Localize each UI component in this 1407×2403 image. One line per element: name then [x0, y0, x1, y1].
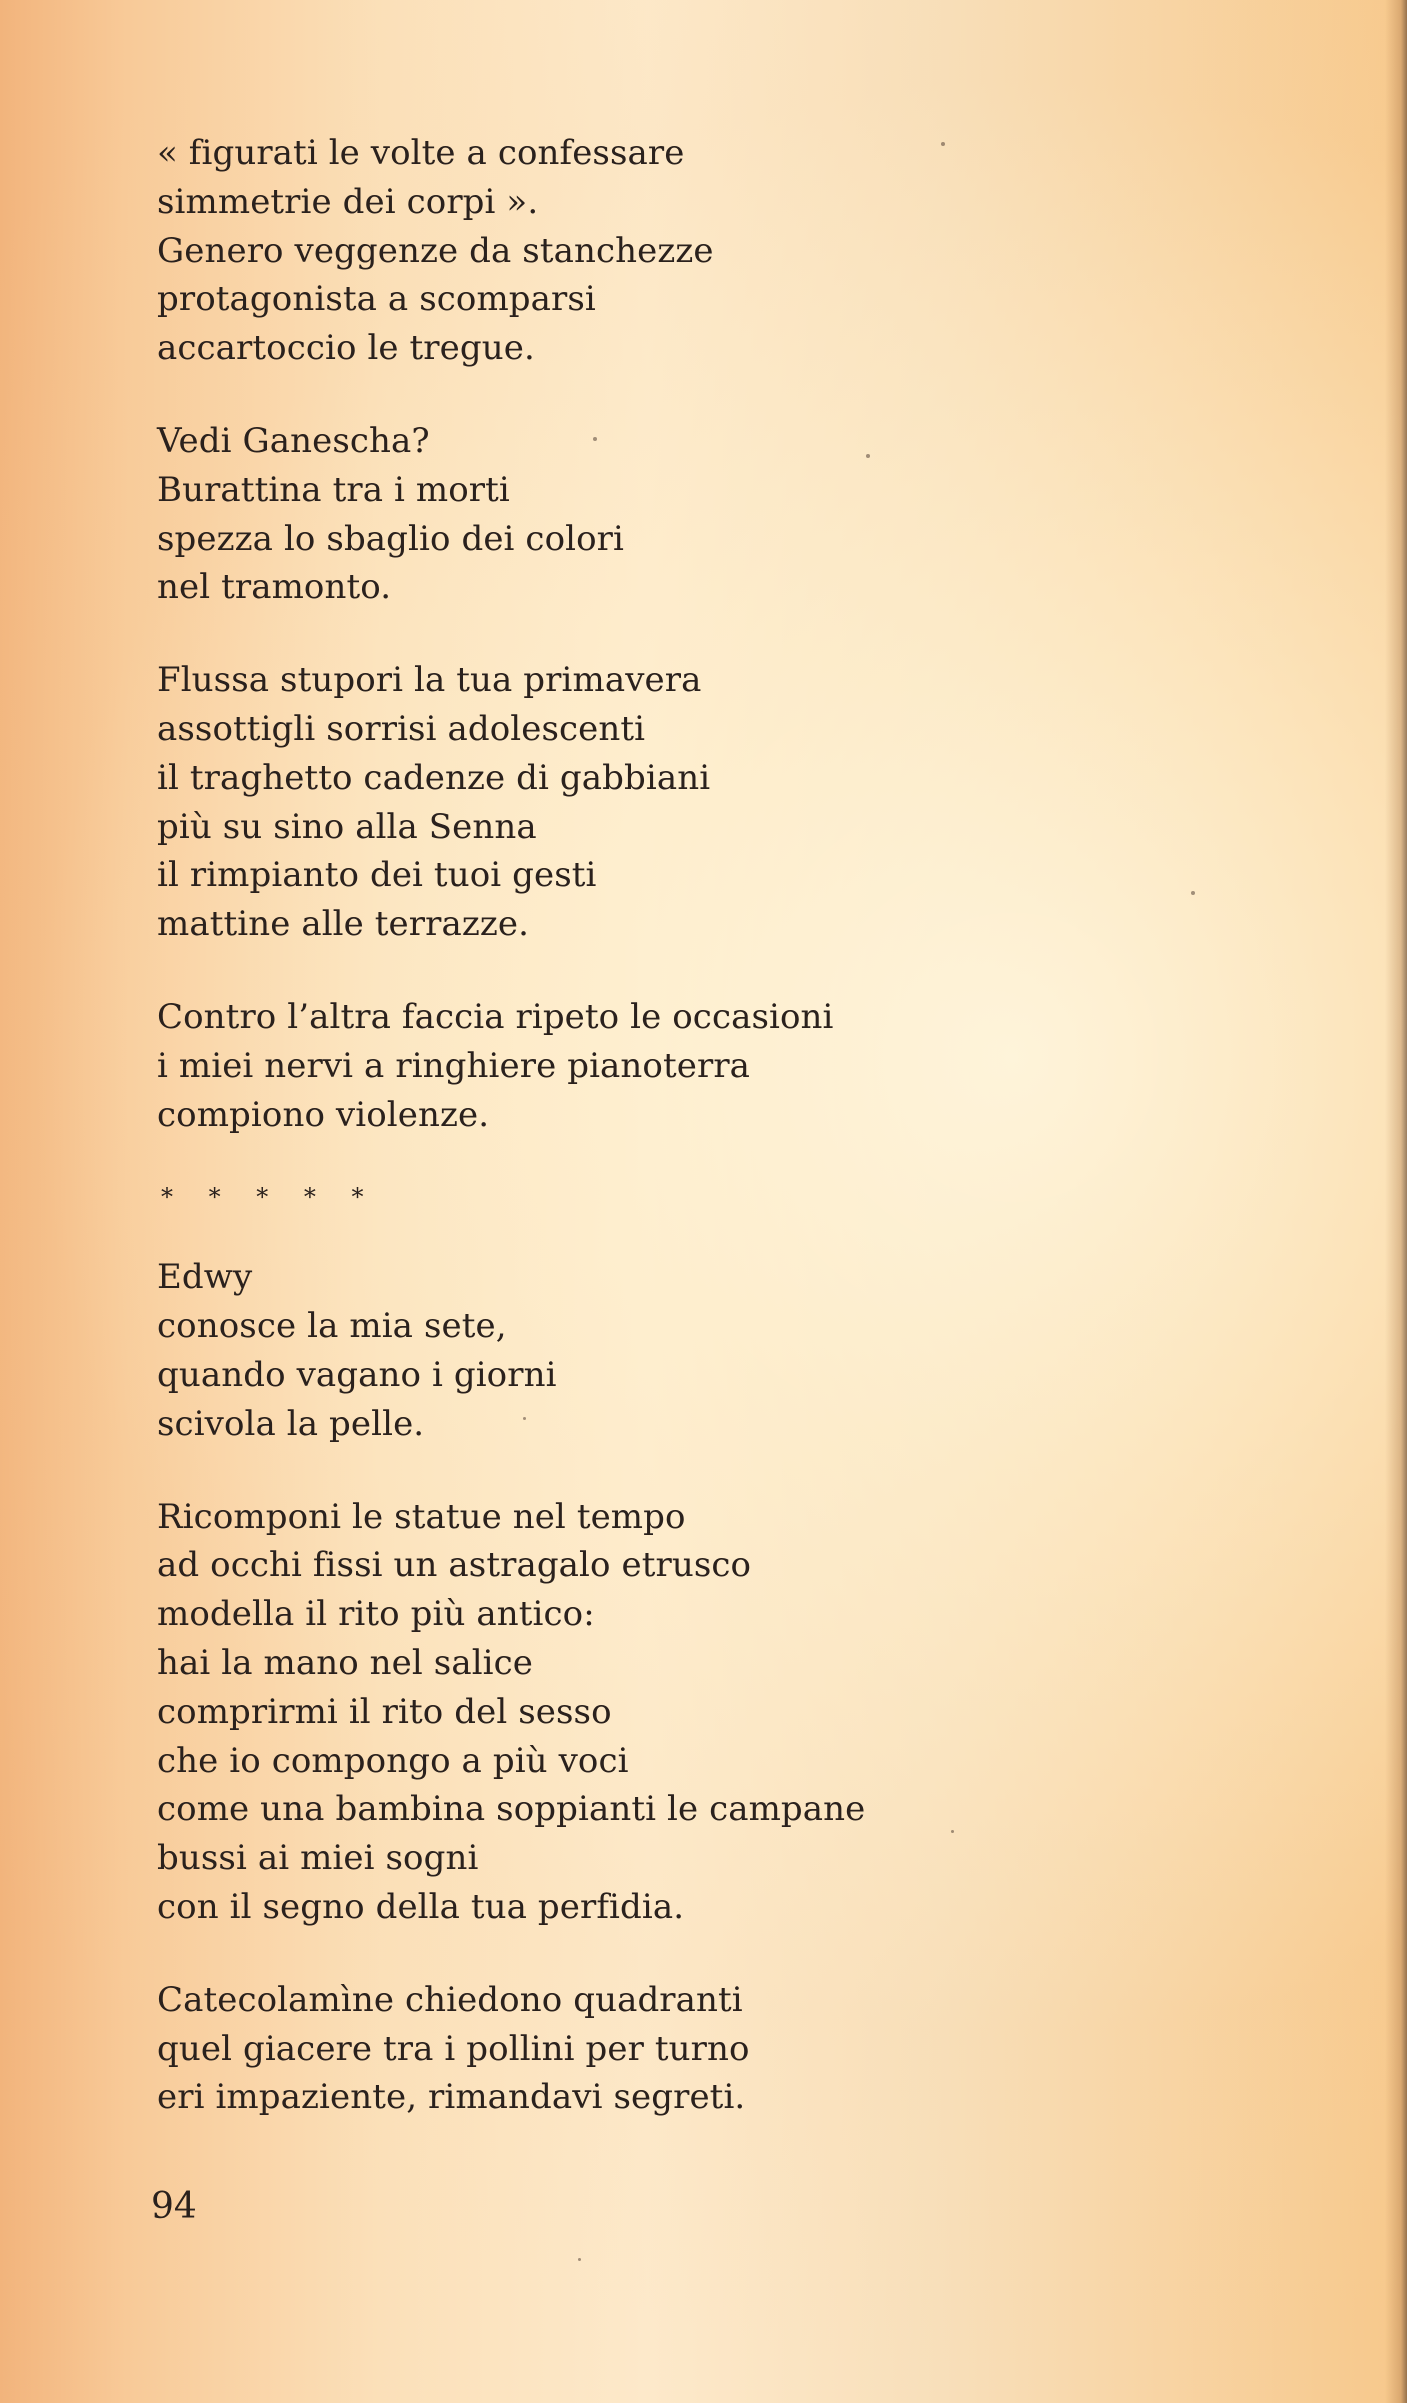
poem-line: eri impaziente, rimandavi segreti. — [157, 2077, 746, 2118]
poem-line: « figurati le volte a confessare — [157, 133, 685, 173]
poem-line: ad occhi fissi un astragalo etrusco — [157, 1545, 752, 1586]
poem-text — [157, 129, 997, 2166]
poem-line: Vedi Ganescha? — [157, 420, 430, 461]
paper-speck — [1191, 891, 1195, 895]
stanza-confessare — [157, 129, 997, 373]
poem-line: Ricomponi le statue nel tempo — [157, 1496, 686, 1537]
poem-line: come una bambina soppianti le campane — [157, 1789, 866, 1830]
poem-line: hai la mano nel salice — [157, 1642, 534, 1683]
stanza-statue — [157, 1493, 997, 1932]
page-number: 94 — [151, 2186, 197, 2227]
poem-line: quando vagano i giorni — [157, 1354, 557, 1395]
poem-line: spezza lo sbaglio dei colori — [157, 518, 625, 559]
page-edge-shadow — [1385, 0, 1407, 2403]
poem-line: simmetrie dei corpi ». — [157, 181, 539, 222]
poem-line: il rimpianto dei tuoi gesti — [157, 855, 597, 896]
poem-line: assottigli sorrisi adolescenti — [157, 708, 646, 749]
section-separator: * * * * * — [161, 1183, 378, 1212]
poem-line: mattine alle terrazze. — [157, 904, 529, 945]
poem-line: i miei nervi a ringhiere pianoterra — [157, 1045, 751, 1086]
poem-line: scivola la pelle. — [157, 1403, 425, 1444]
poem-line: bussi ai miei sogni — [157, 1838, 479, 1879]
poem-line: conosce la mia sete, — [157, 1306, 507, 1347]
poem-line: comprirmi il rito del sesso — [157, 1691, 612, 1732]
stanza-edwy — [157, 1253, 997, 1448]
poem-line: protagonista a scomparsi — [157, 279, 596, 320]
stanza-ganescha — [157, 417, 997, 612]
poem-line: modella il rito più antico: — [157, 1594, 595, 1635]
stanza-occasioni — [157, 993, 997, 1139]
poem-line: Contro l’altra faccia ripeto le occasioni — [157, 996, 834, 1037]
poem-line: che io compongo a più voci — [157, 1740, 629, 1781]
poem-line: il traghetto cadenze di gabbiani — [157, 757, 711, 798]
poem-line: accartoccio le tregue. — [157, 328, 535, 369]
poem-line: compiono violenze. — [157, 1094, 490, 1135]
poem-line: più su sino alla Senna — [157, 806, 537, 847]
poem-line: Burattina tra i morti — [157, 469, 510, 510]
poem-line: Edwy — [157, 1257, 253, 1298]
stanza-catecolamine — [157, 1976, 997, 2122]
poem-line: Catecolamìne chiedono quadranti — [157, 1979, 743, 2020]
poem-line: con il segno della tua perfidia. — [157, 1886, 685, 1927]
poem-line: quel giacere tra i pollini per turno — [157, 2028, 750, 2069]
stanza-primavera — [157, 656, 997, 949]
paper-speck — [578, 2258, 581, 2261]
poem-line: nel tramonto. — [157, 567, 392, 608]
poem-line: Genero veggenze da stanchezze — [157, 230, 714, 271]
poem-line: Flussa stupori la tua primavera — [157, 660, 702, 701]
